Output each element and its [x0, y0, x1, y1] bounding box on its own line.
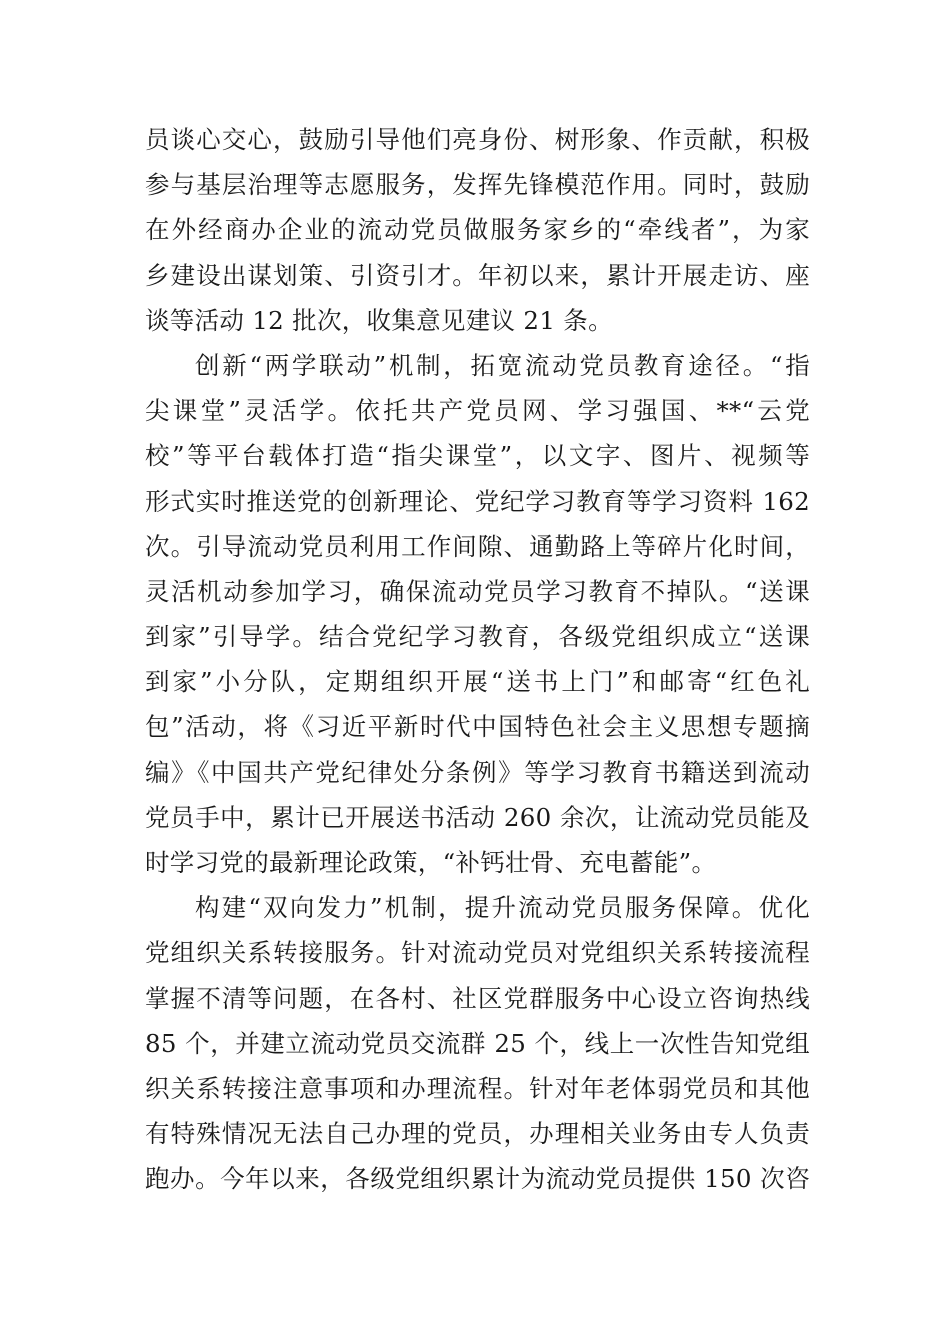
text-line: 校”等平台载体打造“指尖课堂”，以文字、图片、视频等	[145, 441, 810, 471]
text-line: 灵活机动参加学习，确保流动党员学习教育不掉队。“送课	[145, 576, 810, 606]
text-line: 包”活动，将《习近平新时代中国特色社会主义思想专题摘	[145, 712, 810, 742]
paragraph-3	[145, 885, 810, 1201]
text-line: 形式实时推送党的创新理论、党纪学习教育等学习资料 162	[145, 486, 810, 516]
text-line: 创新“两学联动”机制，拓宽流动党员教育途径。“指	[195, 350, 810, 380]
text-line: 织关系转接注意事项和办理流程。针对年老体弱党员和其他	[145, 1073, 810, 1103]
text-line: 乡建设出谋划策、引资引才。年初以来，累计开展走访、座	[145, 260, 810, 290]
text-line: 到家”小分队，定期组织开展“送书上门”和邮寄“红色礼	[145, 667, 810, 697]
text-line: 参与基层治理等志愿服务，发挥先锋模范作用。同时，鼓励	[145, 170, 810, 200]
paragraph-2	[145, 343, 810, 885]
body-text	[145, 117, 810, 1202]
text-line: 员谈心交心，鼓励引导他们亮身份、树形象、作贡献，积极	[145, 125, 810, 154]
text-line: 编》《中国共产党纪律处分条例》等学习教育书籍送到流动	[145, 757, 810, 787]
text-line: 尖课堂”灵活学。依托共产党员网、学习强国、**“云党	[145, 396, 810, 426]
text-line: 在外经商办企业的流动党员做服务家乡的“牵线者”，为家	[145, 215, 810, 245]
text-line: 跑办。今年以来，各级党组织累计为流动党员提供 150 次咨	[145, 1164, 810, 1194]
text-line: 掌握不清等问题，在各村、社区党群服务中心设立咨询热线	[145, 983, 810, 1013]
text-line: 构建“双向发力”机制，提升流动党员服务保障。优化	[195, 893, 810, 923]
text-line: 党组织关系转接服务。针对流动党员对党组织关系转接流程	[145, 938, 810, 968]
paragraph-1	[145, 117, 810, 343]
text-line: 谈等活动 12 批次，收集意见建议 21 条。	[145, 305, 613, 335]
text-line: 85 个，并建立流动党员交流群 25 个，线上一次性告知党组	[145, 1028, 810, 1058]
text-line: 时学习党的最新理论政策，“补钙壮骨、充电蓄能”。	[145, 848, 717, 877]
text-line: 到家”引导学。结合党纪学习教育，各级党组织成立“送课	[145, 622, 810, 652]
text-line: 党员手中，累计已开展送书活动 260 余次，让流动党员能及	[145, 802, 810, 832]
text-line: 次。引导流动党员利用工作间隙、通勤路上等碎片化时间，	[145, 531, 810, 561]
text-line: 有特殊情况无法自己办理的党员，办理相关业务由专人负责	[145, 1119, 810, 1149]
